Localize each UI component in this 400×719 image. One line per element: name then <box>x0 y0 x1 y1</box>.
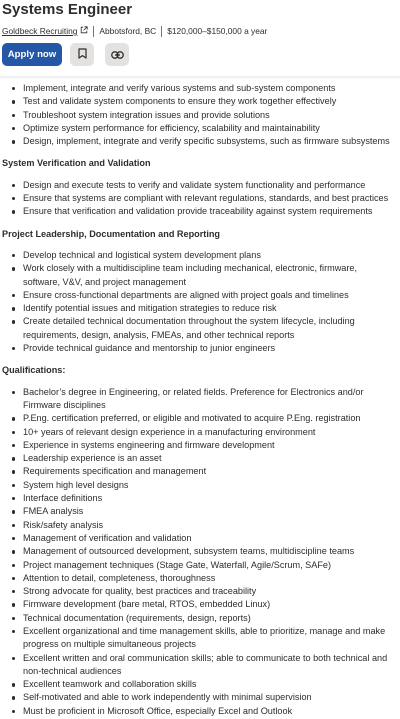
list-item: Design, implement, integrate and verify specific subsystems, such as firmware subsystems <box>0 135 400 148</box>
job-description <box>0 81 400 718</box>
list-item: 10+ years of relevant design experience in a manufacturing environment <box>0 426 400 439</box>
job-header <box>0 0 400 80</box>
list-item: Ensure that verification and validation provide traceability against system requirements <box>0 205 400 218</box>
list-item: FMEA analysis <box>0 505 400 518</box>
list-item: Create detailed technical documentation throughout the system lifecycle, including requirements, design, analysis, FMEAs, and other technical reports <box>0 315 400 342</box>
list-item: Provide technical guidance and mentorship to junior engineers <box>0 342 400 355</box>
list-item: Develop technical and logistical system development plans <box>0 249 400 262</box>
list-item: Test and validate system components to ensure they work together effectively <box>0 95 400 108</box>
list-item: Risk/safety analysis <box>0 519 400 532</box>
list-item: Management of outsourced development, subsystem teams, multidiscipline teams <box>0 545 400 558</box>
save-job-button[interactable] <box>70 43 94 66</box>
list-item: Project management techniques (Stage Gate, Waterfall, Agile/Scrum, SAFe) <box>0 559 400 572</box>
list-item: Attention to detail, completeness, thoroughness <box>0 572 400 585</box>
list-item: Experience in systems engineering and firmware development <box>0 439 400 452</box>
section-heading-leadership: Project Leadership, Documentation and Reporting <box>2 228 221 239</box>
header-divider <box>0 76 400 80</box>
list-item: Interface definitions <box>0 492 400 505</box>
list-item: Optimize system performance for efficiency, scalability and maintainability <box>0 122 400 135</box>
list-item: Ensure that systems are compliant with relevant regulations, standards, and best practices <box>0 192 400 205</box>
list-item: Excellent teamwork and collaboration skills <box>0 678 400 691</box>
list-item: Troubleshoot system integration issues and provide solutions <box>0 109 400 122</box>
job-actions <box>2 43 129 66</box>
intro-list <box>0 82 400 148</box>
qualifications-list <box>0 386 400 718</box>
verification-list <box>0 179 400 219</box>
copy-link-button[interactable] <box>105 43 129 66</box>
list-item: Work closely with a multidiscipline team including mechanical, electronic, firmware, software, V&V, and project management <box>0 262 400 289</box>
external-link-icon <box>80 26 88 34</box>
company-name: Goldbeck Recruiting <box>2 26 78 36</box>
job-salary: $120,000–$150,000 a year <box>167 26 268 36</box>
list-item: Self-motivated and able to work independently with minimal supervision <box>0 691 400 704</box>
leadership-list <box>0 249 400 355</box>
list-item: Must be proficient in Microsoft Office, especially Excel and Outlook <box>0 705 400 718</box>
list-item: P.Eng. certification preferred, or eligible and motivated to acquire P.Eng. registration <box>0 412 400 425</box>
list-item: Strong advocate for quality, best practices and traceability <box>0 585 400 598</box>
section-heading-verification: System Verification and Validation <box>2 158 151 169</box>
list-item: Leadership experience is an asset <box>0 452 400 465</box>
section-heading-qualifications: Qualifications: <box>2 365 66 376</box>
list-item: Ensure cross-functional departments are aligned with project goals and timelines <box>0 289 400 302</box>
job-meta <box>2 24 267 38</box>
apply-now-button[interactable]: Apply now <box>2 43 62 66</box>
list-item: Design and execute tests to verify and validate system functionality and performance <box>0 179 400 192</box>
bookmark-icon <box>78 46 87 64</box>
list-item: Excellent written and oral communication skills; able to communicate to both technical and non-technical audiences <box>0 652 400 679</box>
divider <box>161 26 162 37</box>
divider <box>93 26 94 37</box>
list-item: Excellent organizational and time management skills, able to prioritize, manage and make progress on multiple simultaneous projects <box>0 625 400 652</box>
list-item: Identify potential issues and mitigation strategies to reduce risk <box>0 302 400 315</box>
list-item: Management of verification and validation <box>0 532 400 545</box>
list-item: Implement, integrate and verify various systems and sub-system components <box>0 82 400 95</box>
list-item: Bachelor’s degree in Engineering, or related fields. Preference for Electronics and/or Firmware disciplines <box>0 386 400 413</box>
company-link[interactable] <box>2 26 88 36</box>
job-location: Abbotsford, BC <box>99 26 157 36</box>
list-item: Technical documentation (requirements, design, reports) <box>0 612 400 625</box>
job-title: Systems Engineer <box>2 1 133 18</box>
list-item: Requirements specification and management <box>0 465 400 478</box>
list-item: System high level designs <box>0 479 400 492</box>
list-item: Firmware development (bare metal, RTOS, embedded Linux) <box>0 598 400 611</box>
link-icon <box>111 46 124 64</box>
